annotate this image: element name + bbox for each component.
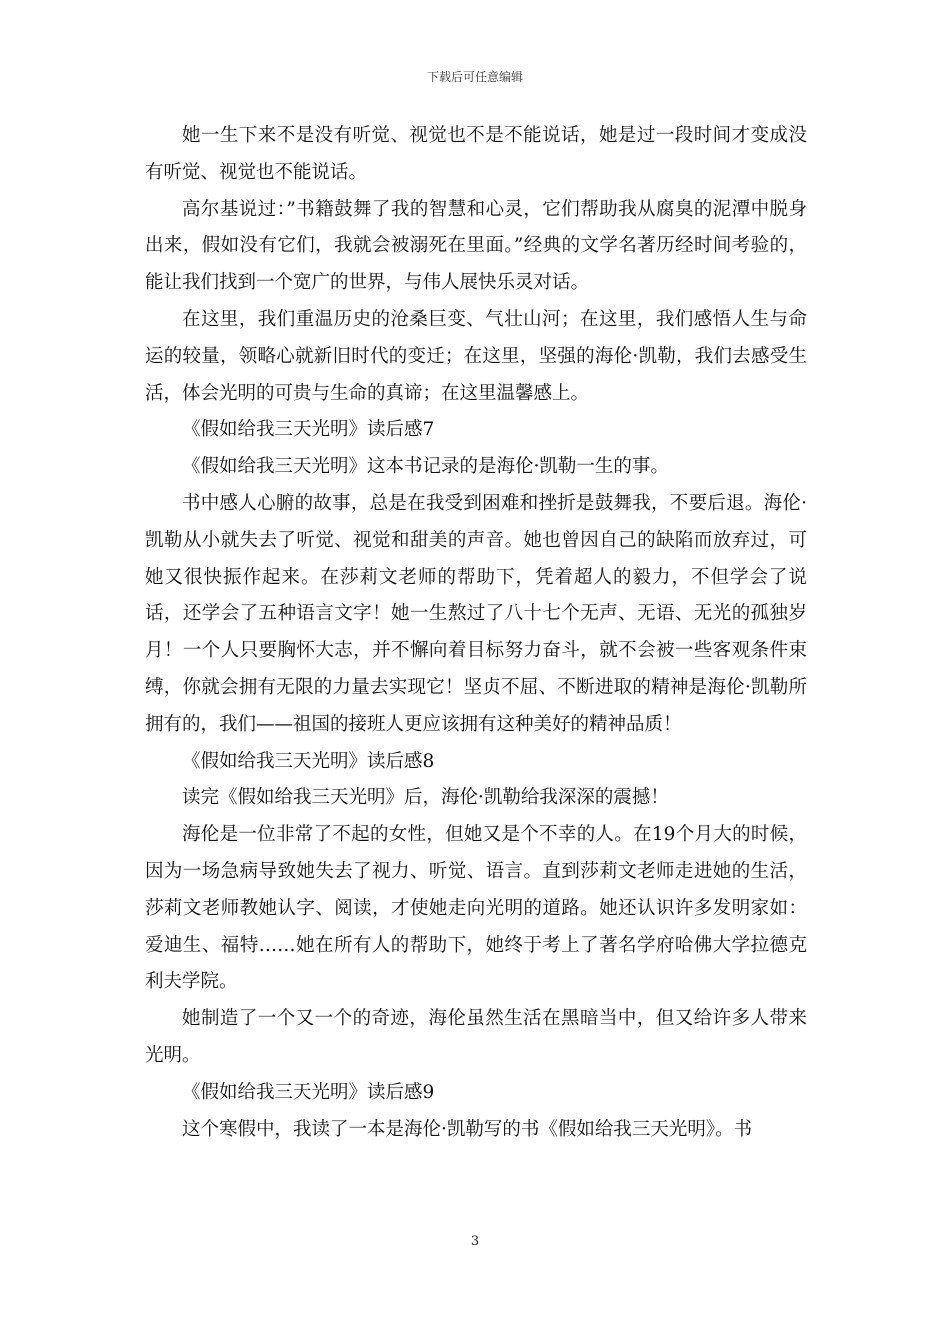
section-heading: 《假如给我三天光明》读后感9 [182,1081,435,1103]
paragraph: 海伦是一位非常了不起的女性，但她又是个不幸的人。在19个月大的时候，因为一场急病导致她失去了视力、听觉、语言。直到莎莉文老师走进她的生活，莎莉文老师教她认字、阅读，才使她走向光明的道路。她还认识许多发明家如：爱迪生、福特……她在所有人的帮助下，她终于考上了著名学府哈佛大学拉德克利夫学院。 [145,824,807,993]
paragraph: 她一生下来不是没有听觉、视觉也不是不能说话，她是过一段时间才变成没有听觉、视觉也不能说话。 [145,125,807,183]
paragraph: 读完《假如给我三天光明》后，海伦·凯勒给我深深的震撼！ [182,787,669,809]
page-header: 下载后可任意编辑 [426,70,523,84]
paragraph: 《假如给我三天光明》这本书记录的是海伦·凯勒一生的事。 [182,456,669,478]
paragraph: 高尔基说过：”书籍鼓舞了我的智慧和心灵，它们帮助我从腐臭的泥潭中脱身出来，假如没有它们，我就会被溺死在里面。”经典的文学名著历经时间考验的，能让我们找到一个宽广的世界，与伟人展快乐灵对话。 [145,198,807,294]
paragraph: 这个寒假中，我读了一本是海伦·凯勒写的书《假如给我三天光明》。书 [182,1118,753,1140]
document-body [145,118,807,1148]
section-heading: 《假如给我三天光明》读后感7 [182,419,435,441]
paragraph: 在这里，我们重温历史的沧桑巨变、气壮山河；在这里，我们感悟人生与命运的较量，领略心就新旧时代的变迁；在这里，坚强的海伦·凯勒，我们去感受生活，体会光明的可贵与生命的真谛；在这里温馨感上。 [145,308,807,404]
section-heading: 《假如给我三天光明》读后感8 [182,750,435,772]
paragraph: 她制造了一个又一个的奇迹，海伦虽然生活在黑暗当中，但又给许多人带来光明。 [145,1008,807,1066]
page-number: 3 [470,1234,480,1249]
paragraph: 书中感人心腑的故事，总是在我受到困难和挫折是鼓舞我，不要后退。海伦·凯勒从小就失去了听觉、视觉和甜美的声音。她也曾因自己的缺陷而放弃过，可她又很快振作起来。在莎莉文老师的帮助下，凭着超人的毅力，不但学会了说话，还学会了五种语言文字！她一生熬过了八十七个无声、无语、无光的孤独岁月！一个人只要胸怀大志，并不懈向着目标努力奋斗，就不会被一些客观条件束缚，你就会拥有无限的力量去实现它！坚贞不屈、不断进取的精神是海伦·凯勒所拥有的，我们——祖国的接班人更应该拥有这种美好的精神品质！ [145,492,807,735]
